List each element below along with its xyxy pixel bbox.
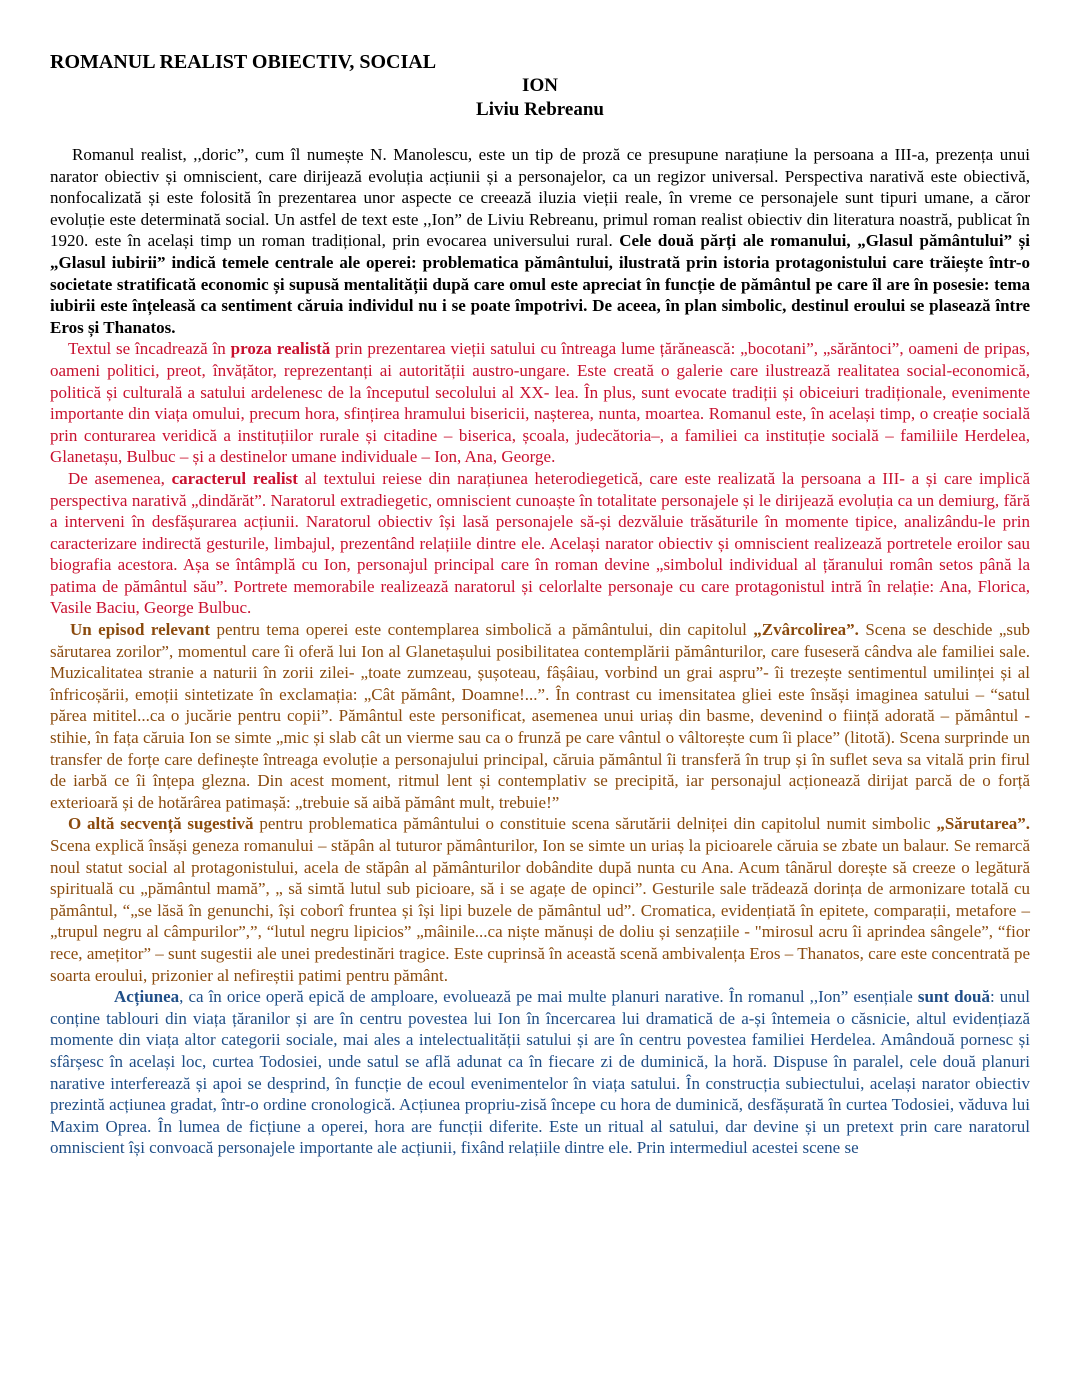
intro-text: Romanul realist, ,,doric”, cum îl numește N. Manolescu, este un tip de proză ce presupune narațiune la persoana a III-a, prezența unui narator obiectiv și omniscient, care dirijează evoluția acțiunii și a personajelor, ca un regizor universal. Perspectiva narativă este obiectivă, nonfocalizată și este folosită în prezentarea unor aspecte ce creează iluzia vieții reale, în vreme ce personajele sunt tipuri umane, a căror evoluție este determinată social. Un astfel de text este ,,Ion” de Liviu Rebreanu, primul roman realist obiectiv din literatura noastră, publicat în 1920. este în același timp un roman tradițional, prin evocarea universului rural. [50, 145, 1030, 251]
text-run: al textului reiese din narațiunea heterodiegetică, care este realizată la persoana a III- a și care implică perspectiva narativă „dindărăt”. Naratorul extradiegetic, omniscient cunoaște în totalitate personajele și le dirijează evoluția ca un demiurg, fără a interveni în desfășurarea acțiunii. Naratorul obiectiv își lasă personajele să-și dezvăluie trăsăturile în momente tipice, analizându-le prin caracterizare indirectă gesturile, limbajul, prezentând relațiile dintre ele. Același narator obiectiv și omniscient realizează portretele eroilor sau biografia acestora. Așa se întâmplă cu Ion, personajul principal care în roman devine „simbolul individual al țăranului român setos până la patima de pământul său”. Portrete memorabile realizează naratorul și celorlalte personaje cu care protagonistul intră în relație: Ana, Florica, Vasile Baciu, George Bulbuc. [50, 468, 1030, 618]
bold-run: sunt două [917, 987, 990, 1007]
author-name: Liviu Rebreanu [476, 99, 604, 120]
bold-run: caracterul realist [171, 468, 298, 488]
bold-run: „Sărutarea”. [936, 814, 1030, 834]
bold-run: Acțiunea [114, 987, 180, 1007]
novel-title: ION [522, 75, 558, 96]
text-run: De asemenea, [68, 468, 172, 488]
paragraph-episode-zvarcolirea [50, 619, 1030, 813]
paragraph-realist-prose [50, 338, 1030, 468]
bold-run: proza realistă [230, 339, 331, 359]
paragraph-realist-character [50, 468, 1030, 619]
bold-run: O altă secvență sugestivă [68, 814, 254, 834]
bold-run: Un episod relevant [70, 620, 211, 640]
paragraph-intro [50, 144, 1030, 338]
paragraph-episode-sarutarea [50, 813, 1030, 986]
text-run: pentru tema operei este contemplarea simbolică a pământului, din capitolul [210, 620, 754, 640]
spacer [50, 122, 1030, 144]
bold-run: „Zvârcolirea”. [753, 620, 859, 640]
text-run: prin prezentarea vieții satului cu întreaga lume țărănească: „bocotani”, „sărăntoci”, oameni de pripas, oameni politici, preot, învățător, reprezentanți ai autorității austro-ungare. Este creată o galerie care ilustrează realitatea social-economică, politică și culturală a satului ardelenesc de la începutul secolului al XX- lea. În plus, sunt evocate tradiții și obiceiuri tradiționale, evenimente importante din viața omului, precum hora, sfințirea hramului bisericii, nașterea, nunta, moartea. Romanul este, în același timp, o creație socială prin conturarea veridică a instituțiilor rurale și citadine – biserica, școala, judecătoria–, a familiei ca instituție socială – familiile Herdelea, Glanetașu, Bulbuc – și a destinelor umane individuale – Ion, Ana, George. [50, 339, 1031, 467]
text-run: Textul se încadrează în [68, 339, 231, 359]
text-run: Scena explică însăși geneza romanului – stăpân al tuturor pământurilor, Ion se simte un uriaș la picioarele căruia se zbate un balaur. Se remarcă noul statut social al protagonistului, acela de stăpân al pământurilor dobândite după nunta cu Ana. Acum tânărul dorește să creeze o legătură spirituală cu „pământul mamă”, „ să simtă lutul sub picioare, să i se agațe de opinci”. Gesturile sale trădează dorința de armonizare totală cu pământul, “„se lăsă în genunchi, își coborî fruntea și își lipi buzele de pământul ud”. Cromatica, evidențiată în epitete, comparații, metafore –„trupul negru al câmpurilor”,”, “lutul negru lipicios” „mâinile...ca niște mănuși de doliu și senzațiile - "mirosul acru îi aprindea sângele”, “fior rece, amețitor” – sunt sugestii ale unei predestinări tragice. Este cuprinsă în această scenă ambivalența Eros – Thanatos, care este concentrată pe soarta eroului, prizonier al nefireștii patimi pentru pământ. [50, 836, 1030, 985]
text-run: Scena se deschide „sub sărutarea zorilor”, momentul care îi oferă lui Ion al Glanetașului posibilitatea contemplării pământurilor, care fuseseră cândva ale familiei sale. Muzicalitatea stranie a naturii în zorii zilei- „toate zumzeau, șușoteau, fâșâiau, vorbind un grai aspru”- îi trezește sentimentul umilinței și al înfricoșării, emoții sintetizate în exclamația: „Cât pământ, Doamne!...”. În contrast cu imensitatea gliei este însăși imaginea satului – “satul părea mititel...ca o jucărie pentru copii”. Pământul este personificat, asemenea unui uriaș din basme, devenind o ființă adorată – pământul - stihie, în fața căruia Ion se simte „mic și slab cât un vierme sau ca o frunză pe care vântul o vâltorește cum îi place” (litotă). Scena surprinde un transfer de forțe care definește întreaga evoluție a personajului principal, căruia pământul îi transferă în trup și în suflet seva sa vitală prin firul de iarbă ce îi înțepa glezna. Din acest moment, ritmul lent și contemplativ se precipită, iar personajul acționează dirijat parcă de o forță exterioară și de hotărârea patimașă: „trebuie să aibă pământ mult, trebuie!” [50, 620, 1031, 812]
text-run: , ca în orice operă epică de amploare, evoluează pe mai multe planuri narative. În romanul ,,Ion” esențiale [179, 987, 918, 1007]
text-run: : unul conține tablouri din viața țăranilor și are în centru povestea lui Ion în încercarea lui dramatică de a-și întemeia o căsnicie, altul evidențiază momente din viața altor categorii sociale, mai ales a intelectualității satului și are în centru povestea familiei Herdelea. Amândouă pornesc și sfârșesc în același loc, curtea Todosiei, unde satul se află adunat ca în fiecare zi de duminică, la horă. Dispuse în paralel, cele două planuri narative interferează și apoi se desprind, în funcție de ecoul evenimentelor în viața satului. În construcția subiectului, același narator obiectiv prezintă acțiunea gradat, într-o ordine cronologică. Acțiunea propriu-zisă începe cu hora de duminică, desfășurată în curtea Todosiei, văduva lui Maxim Oprea. În lumea de ficțiune a operei, hora are funcții diferite. Este un ritual al satului, dar devine și un pretext prin care naratorul omniscient își convoacă personajele importante ale acțiunii, fixând relațiile dintre ele. Prin intermediul acestei scene se [50, 987, 1030, 1158]
intro-bold-text: Cele două părți ale romanului, „Glasul pământului” și „Glasul iubirii” indică temele centrale ale operei: problematica pământului, ilustrată prin istoria protagonistului care trăiește într-o societate stratificată economic și supusă mentalității după care omul este apreciat în funcție de pământul pe care îl are în posesie: tema iubirii este înțeleasă ca sentiment căruia individul nu i se poate împotrivi. De aceea, în plan simbolic, destinul eroului se plasează între Eros și Thanatos. [50, 231, 1031, 337]
text-run: pentru problematica pământului o constituie scena sărutării delniței din capitolul numit simbolic [253, 814, 937, 834]
paragraph-actiunea [50, 986, 1030, 1159]
section-heading: ROMANUL REALIST OBIECTIV, SOCIAL [50, 51, 437, 73]
